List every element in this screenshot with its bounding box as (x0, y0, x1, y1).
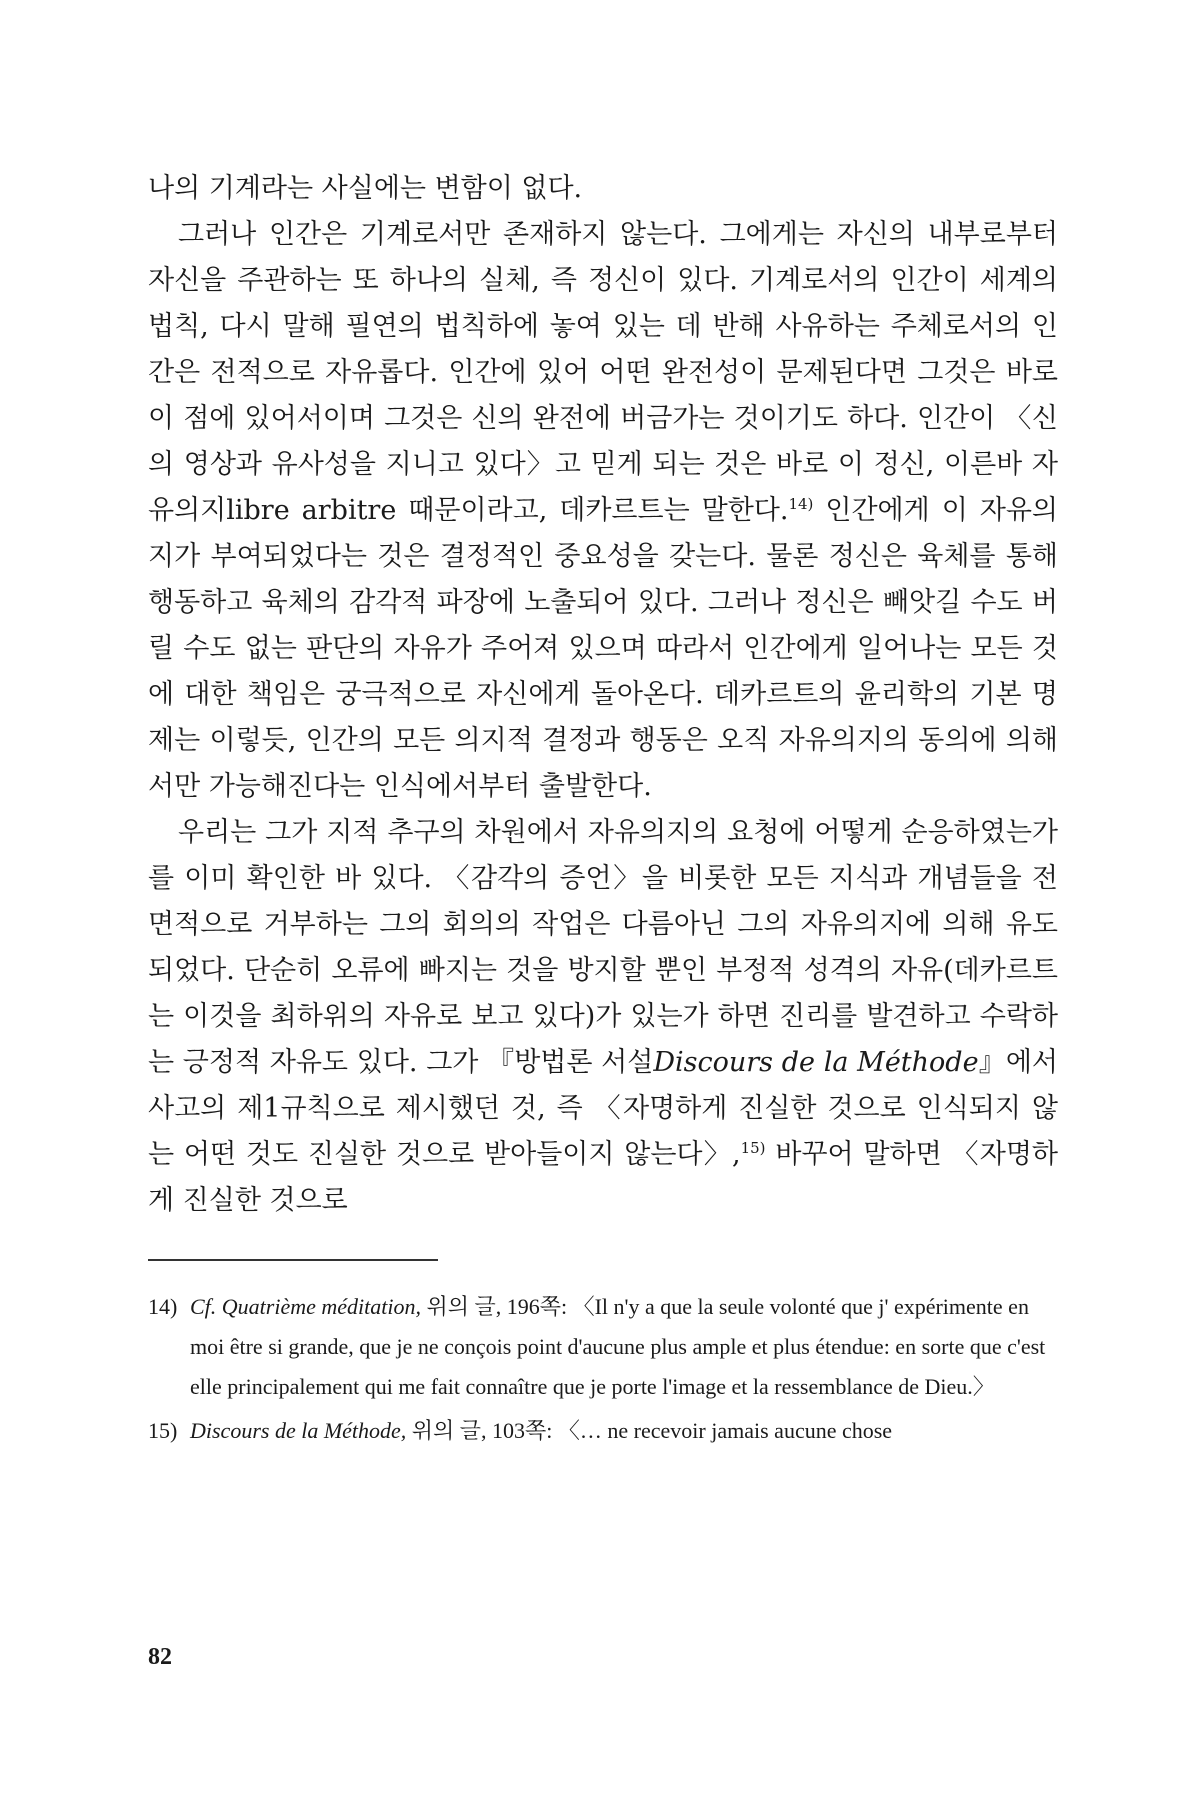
footnote-15 (148, 1411, 1058, 1451)
footnote-number: 15) (148, 1418, 178, 1443)
book-title-discours: Discours de la Méthode (653, 1047, 979, 1078)
page-number: 82 (148, 1644, 172, 1670)
footnote-divider (148, 1259, 438, 1261)
footnote-text (190, 1287, 1058, 1407)
footnote-ref: 위의 글, 103쪽: (406, 1418, 558, 1443)
paragraph-3-text-c: 바꾸어 말하면 〈자명하게 진실한 것으로 (148, 1139, 1058, 1216)
footnote-title: Cf. Quatrième méditation, (190, 1294, 421, 1319)
footnote-14 (148, 1287, 1058, 1407)
paragraph-3-text-a: 우리는 그가 지적 추구의 차원에서 자유의지의 요청에 어떻게 순응하였는가를 이미 확인한 바 있다. 〈감각의 증언〉을 비롯한 모든 지식과 개념들을 전면적으로 거부하는 그의 회의의 작업은 다름아닌 그의 자유의지에 의해 유도되었다. 단순히 오류에 빠지는 것을 방지할 뿐인 부정적 성격의 자유(데카르트는 이것을 최하위의 자유로 보고 있다)가 있는가 하면 진리를 발견하고 수락하는 긍정적 자유도 있다. 그가 『방법론 서설 (148, 817, 1058, 1078)
footnotes (148, 1287, 1058, 1455)
footnote-quote: 〈… ne recevoir jamais aucune chose (557, 1418, 893, 1443)
footnote-ref-15: 15) (740, 1139, 766, 1157)
paragraph-2-text-b: 인간에게 이 자유의지가 부여되었다는 것은 결정적인 중요성을 갖는다. 물론 정신은 육체를 통해 행동하고 육체의 감각적 파장에 노출되어 있다. 그러나 정신은 빼앗길 수도 버릴 수도 없는 판단의 자유가 주어져 있으며 따라서 인간에게 일어나는 모든 것에 대한 책임은 궁극적으로 자신에게 돌아온다. 데카르트의 윤리학의 기본 명제는 이렇듯, 인간의 모든 의지적 결정과 행동은 오직 자유의지의 동의에 의해서만 가능해진다는 인식에서부터 출발한다. (148, 495, 1058, 802)
footnote-title: Discours de la Méthode, (190, 1418, 407, 1443)
footnote-ref: 위의 글, 196쪽: (420, 1294, 573, 1319)
footnote-number: 14) (148, 1294, 178, 1319)
paragraph-3-text-b: 』에서 사고의 제1규칙으로 제시했던 것, 즉 〈자명하게 진실한 것으로 인식되지 않는 어떤 것도 진실한 것으로 받아들이지 않는다〉, (148, 1047, 1058, 1170)
footnote-ref-14: 14) (788, 495, 814, 513)
paragraph-2-text-a: 그러나 인간은 기계로서만 존재하지 않는다. 그에게는 자신의 내부로부터 자신을 주관하는 또 하나의 실체, 즉 정신이 있다. 기계로서의 인간이 세계의 법칙, 다시 말해 필연의 법칙하에 놓여 있는 데 반해 사유하는 주체로서의 인간은 전적으로 자유롭다. 인간에 있어 어떤 완전성이 문제된다면 그것은 바로 이 점에 있어서이며 그것은 신의 완전에 버금가는 것이기도 하다. 인간이 〈신의 영상과 유사성을 지니고 있다〉고 믿게 되는 것은 바로 이 정신, 이른바 자유의지libre arbitre 때문이라고, 데카르트는 말한다. (148, 219, 1058, 526)
footnote-quote: 〈Il n'y a que la seule volonté que j' expérimente en moi être si grande, que je ne conçois point d'aucune plus ample et plus étendue: en sorte que c'est elle principalement qui me fait connaître que je porte l'image et la ressemblance de Dieu.〉 (190, 1294, 1046, 1399)
paragraph-3 (148, 810, 1058, 1224)
main-text (148, 166, 1058, 1224)
paragraph-2 (148, 212, 1058, 810)
paragraph-continued: 나의 기계라는 사실에는 변함이 없다. (148, 173, 583, 204)
footnote-text (190, 1411, 1058, 1451)
